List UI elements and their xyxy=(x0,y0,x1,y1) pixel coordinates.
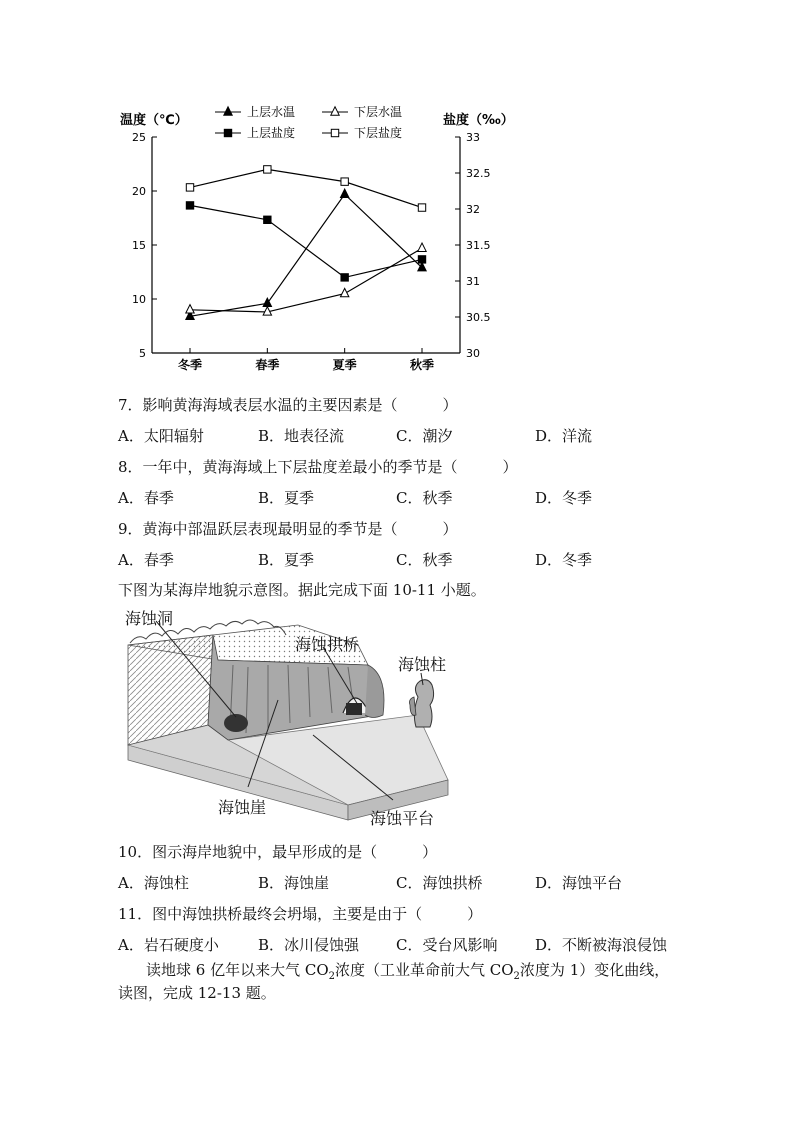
label-wave-cut-platform: 海蚀平台 xyxy=(370,809,435,828)
question-stem: 7．影响黄海海域表层水温的主要因素是（ ） xyxy=(118,396,458,414)
y-right-tick-label: 33 xyxy=(466,131,480,144)
answer-option: A．春季 xyxy=(118,489,174,507)
x-tick-label: 春季 xyxy=(255,358,280,372)
question-stem: 8．一年中，黄海海域上下层盐度差最小的季节是（ ） xyxy=(118,458,518,476)
series-line xyxy=(190,194,422,316)
data-point xyxy=(418,204,425,211)
answer-option: A．太阳辐射 xyxy=(118,427,204,445)
y-left-tick-label: 5 xyxy=(139,347,146,360)
legend-label: 上层水温 xyxy=(247,105,296,119)
y-right-tick-label: 31.5 xyxy=(466,239,491,252)
y-right-tick-label: 30 xyxy=(466,347,480,360)
answer-option: C．潮汐 xyxy=(396,427,453,445)
data-point xyxy=(264,166,271,173)
data-point xyxy=(340,288,348,296)
label-sea-cave: 海蚀洞 xyxy=(125,609,174,628)
series-line xyxy=(190,248,422,312)
answer-option: B．夏季 xyxy=(258,551,315,569)
temperature-salinity-chart xyxy=(110,100,530,375)
answer-option: B．海蚀崖 xyxy=(258,874,330,892)
answer-option: C．受台风影响 xyxy=(396,936,498,954)
y-left-tick-label: 20 xyxy=(132,185,146,198)
data-point xyxy=(418,243,426,251)
question-stem: 9．黄海中部温跃层表现最明显的季节是（ ） xyxy=(118,520,458,538)
chart-plot xyxy=(186,166,426,320)
data-point xyxy=(341,274,348,281)
x-tick-label: 秋季 xyxy=(409,358,435,372)
answer-option: D．不断被海浪侵蚀 xyxy=(535,936,668,954)
x-tick-label: 夏季 xyxy=(332,358,357,372)
y-left-label: 温度（℃） xyxy=(120,113,188,128)
coastal-landform-diagram xyxy=(118,605,458,830)
answer-option: B．地表径流 xyxy=(258,427,345,445)
data-point xyxy=(340,189,348,197)
legend-marker xyxy=(224,129,231,136)
answer-option: D．洋流 xyxy=(535,427,593,445)
series-line xyxy=(190,205,422,277)
data-point xyxy=(186,202,193,209)
data-point xyxy=(418,262,426,270)
answer-option: B．夏季 xyxy=(258,489,315,507)
answer-option: C．秋季 xyxy=(396,551,453,569)
y-right-label: 盐度（‰） xyxy=(443,113,514,128)
legend-label: 上层盐度 xyxy=(247,126,296,140)
data-point xyxy=(418,256,425,263)
answer-option: A．岩石硬度小 xyxy=(118,936,219,954)
closing-line-2: 读图，完成 12-13 题。 xyxy=(118,984,276,1002)
label-sea-arch: 海蚀拱桥 xyxy=(295,635,360,654)
legend-marker xyxy=(331,129,338,136)
question-stem: 10．图示海岸地貌中，最早形成的是（ ） xyxy=(118,843,438,861)
label-sea-stack: 海蚀柱 xyxy=(398,655,447,674)
data-point xyxy=(264,216,271,223)
question-stem: 11．图中海蚀拱桥最终会坍塌，主要是由于（ ） xyxy=(118,905,483,923)
y-right-tick-label: 32 xyxy=(466,203,480,216)
y-left-tick-label: 25 xyxy=(132,131,146,144)
answer-option: B．冰川侵蚀强 xyxy=(258,936,360,954)
answer-option: D．冬季 xyxy=(535,489,593,507)
answer-option: D．冬季 xyxy=(535,551,593,569)
answer-option: D．海蚀平台 xyxy=(535,874,623,892)
answer-option: A．海蚀柱 xyxy=(118,874,189,892)
data-point xyxy=(341,178,348,185)
label-sea-cliff: 海蚀崖 xyxy=(218,798,267,817)
closing-line-1: 读地球 6 亿年以来大气 $CO_2$浓度（工业革命前大气 $CO_2$浓度为 1）变化曲线， xyxy=(146,961,670,982)
intro-text: 下图为某海岸地貌示意图。据此完成下面 10-11 小题。 xyxy=(118,581,486,599)
answer-option: A．春季 xyxy=(118,551,174,569)
y-left-tick-label: 15 xyxy=(132,239,146,252)
answer-option: C．秋季 xyxy=(396,489,453,507)
y-right-tick-label: 31 xyxy=(466,275,480,288)
legend-label: 下层水温 xyxy=(354,105,403,119)
chart-axes xyxy=(132,131,491,372)
x-tick-label: 冬季 xyxy=(177,358,203,372)
y-right-tick-label: 30.5 xyxy=(466,311,491,324)
legend-marker xyxy=(224,107,232,115)
legend-marker xyxy=(331,107,339,115)
data-point xyxy=(186,305,194,313)
y-left-tick-label: 10 xyxy=(132,293,146,306)
data-point xyxy=(186,184,193,191)
chart-legend xyxy=(215,104,402,140)
answer-option: C．海蚀拱桥 xyxy=(396,874,483,892)
series-line xyxy=(190,169,422,207)
y-right-tick-label: 32.5 xyxy=(466,167,491,180)
legend-label: 下层盐度 xyxy=(354,126,403,140)
